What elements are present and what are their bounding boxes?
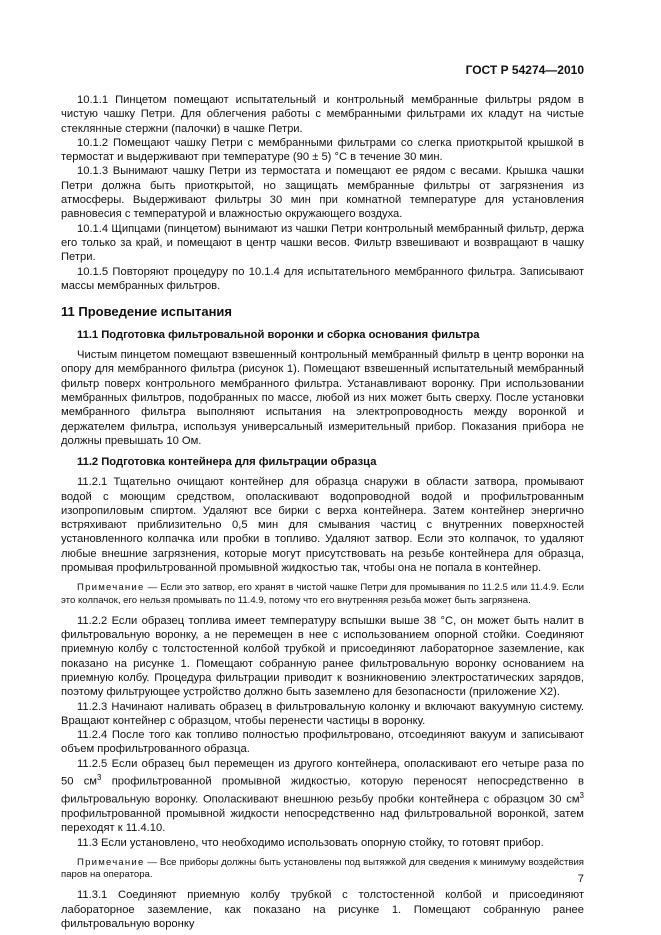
- note-text: — Если это затвор, его хранят в чистой чашке Петри для промывания по 11.2.5 или 11.4.9. Если это колпачок, его нельзя промывать по 11.4.9, потому что его внутренняя резьба может быть загрязнена.: [61, 582, 584, 606]
- note-1: [61, 582, 584, 606]
- paragraph-11-1: Чистым пинцетом помещают взвешенный контрольный мембранный фильтр в центр воронки на опору для мембранного фильтра (рисунок 1). Помещают взвешенный испытательный мембранный фильтр поверх контрольного мембранного фильтра. Устанавливают воронку. При использовании мембранных фильтров, подобранных по массе, любой из них может быть сверху. После установки мембранного фильтра выполняют испытания на электропроводность между воронкой и держателем фильтра, используя универсальный измерительный прибор. Показания прибора не должны превышать 10 Ом.: [61, 349, 584, 447]
- paragraph-11-3: 11.3 Если установлено, что необходимо использовать опорную стойку, то готовят прибор.: [77, 836, 544, 849]
- paragraph-11-2-2: 11.2.2 Если образец топлива имеет температуру вспышки выше 38 °С, он может быть налит в фильтровальную воронку, а не перемещен в нее с использованием опорной стойки. Соединяют приемную колбу с толстостенной колбой трубкой и присоединяют лабораторное заземление, как показано на рисунке 1. Помещают собранную ранее фильтровальную воронку основанием на приемную колбу. Процедура фильтрации приводит к возникновению электростатических зарядов, поэтому фильтрующее устройство должно быть заземлено для безопасности (приложение Х2).: [61, 614, 584, 699]
- paragraph-11-2-5-part-c: профильтрованной промывной жидкости непосредственно над фильтровальной воронкой, затем переходят к 11.4.10.: [61, 808, 584, 835]
- note-2: [61, 857, 584, 881]
- paragraph-10-1-3: 10.1.3 Вынимают чашку Петри из термостата и помещают ее рядом с весами. Крышка чашки Петри должна быть приоткрытой, но защищать мембранные фильтры от загрязнения из атмосферы. Выдерживают фильтры 30 мин при комнатной температуре для установления равновесия с температурой и влажностью окружающего воздуха.: [61, 165, 584, 221]
- paragraph-10-1-4: 10.1.4 Щипцами (пинцетом) вынимают из чашки Петри контрольный мембранный фильтр, держа его только за край, и помещают в центр чашки весов. Фильтр взвешивают и возвращают в чашку Петри.: [61, 222, 584, 264]
- section-title: 11 Проведение испытания: [61, 304, 232, 320]
- paragraph-10-1-5: 10.1.5 Повторяют процедуру по 10.1.4 для испытательного мембранного фильтра. Записывают массы мембранных фильтров.: [61, 265, 584, 292]
- page-number: 7: [577, 873, 584, 885]
- subsection-11-2-title: 11.2 Подготовка контейнера для фильтрации образца: [77, 456, 377, 469]
- paragraph-11-2-4: 11.2.4 После того как топливо полностью профильтровано, отсоединяют вакуум и записывают объем профильтрованного образца.: [61, 729, 584, 756]
- paragraph-11-2-5: [61, 757, 584, 836]
- paragraph-10-1-1: 10.1.1 Пинцетом помещают испытательный и контрольный мембранные фильтры рядом в чистую чашку Петри. Для облегчения работы с мембранными фильтрами их кладут на чистые стеклянные стержни (палочки) в чашке Петри.: [61, 94, 584, 135]
- note-label: Примечание: [77, 582, 145, 594]
- paragraph-11-3-1: 11.3.1 Соединяют приемную колбу трубкой с толстостенной колбой и присоединяют лабораторное заземление, как показано на рисунке 1. Помещают собранную ранее фильтровальную воронку: [61, 889, 584, 930]
- document-header-id: ГОСТ Р 54274—2010: [465, 63, 584, 77]
- paragraph-11-2-3: 11.2.3 Начинают наливать образец в фильтровальную колонку и включают вакуумную систему. Вращают контейнер с образцом, чтобы перенести частицы в воронку.: [61, 700, 584, 727]
- document-body: [61, 93, 584, 931]
- subsection-11-1-title: 11.1 Подготовка фильтровальной воронки и сборка основания фильтра: [77, 329, 480, 342]
- superscript-3: 3: [97, 772, 102, 782]
- paragraph-10-1-2: 10.1.2 Помещают чашку Петри с мембранными фильтрами со слегка приоткрытой крышкой в термостат и выдерживают при температуре (90 ± 5) °С в течение 30 мин.: [61, 136, 584, 164]
- superscript-3: 3: [579, 791, 584, 801]
- paragraph-11-2-1: 11.2.1 Тщательно очищают контейнер для образца снаружи в области затвора, промывают водой с моющим средством, ополаскивают водопроводной водой и профильтрованным изопропиловым спиртом. Удаляют все бирки с верха контейнера. Затем контейнер энергично встряхивают приблизительно 0,5 мин для смывания частиц с внутренних поверхностей установленного колпачка или пробки в топливо. Удаляют затвор. Если это колпачок, то удаляют любые внешние загрязнения, которые могут присутствовать на резьбе контейнера для образца, промывая профильтрованной промывной жидкостью так, чтобы она не попала в контейнер.: [61, 476, 584, 575]
- paragraph-11-2-5-part-b: профильтрованной промывной жидкостью, которую переносят непосредственно в фильтровальную воронку. Ополаскивают внешнюю резьбу пробки контейнера с образцом 30 см: [61, 775, 585, 806]
- note-label: Примечание: [77, 856, 145, 868]
- paragraph-11-2-5-part-a: 11.2.5 Если образец был перемещен из другого контейнера, ополаскивают его четыре раза по 50 см: [61, 757, 584, 788]
- note-text: — Все приборы должны быть установлены под вытяжкой для сведения к минимуму воздействия паров на оператора.: [61, 856, 584, 881]
